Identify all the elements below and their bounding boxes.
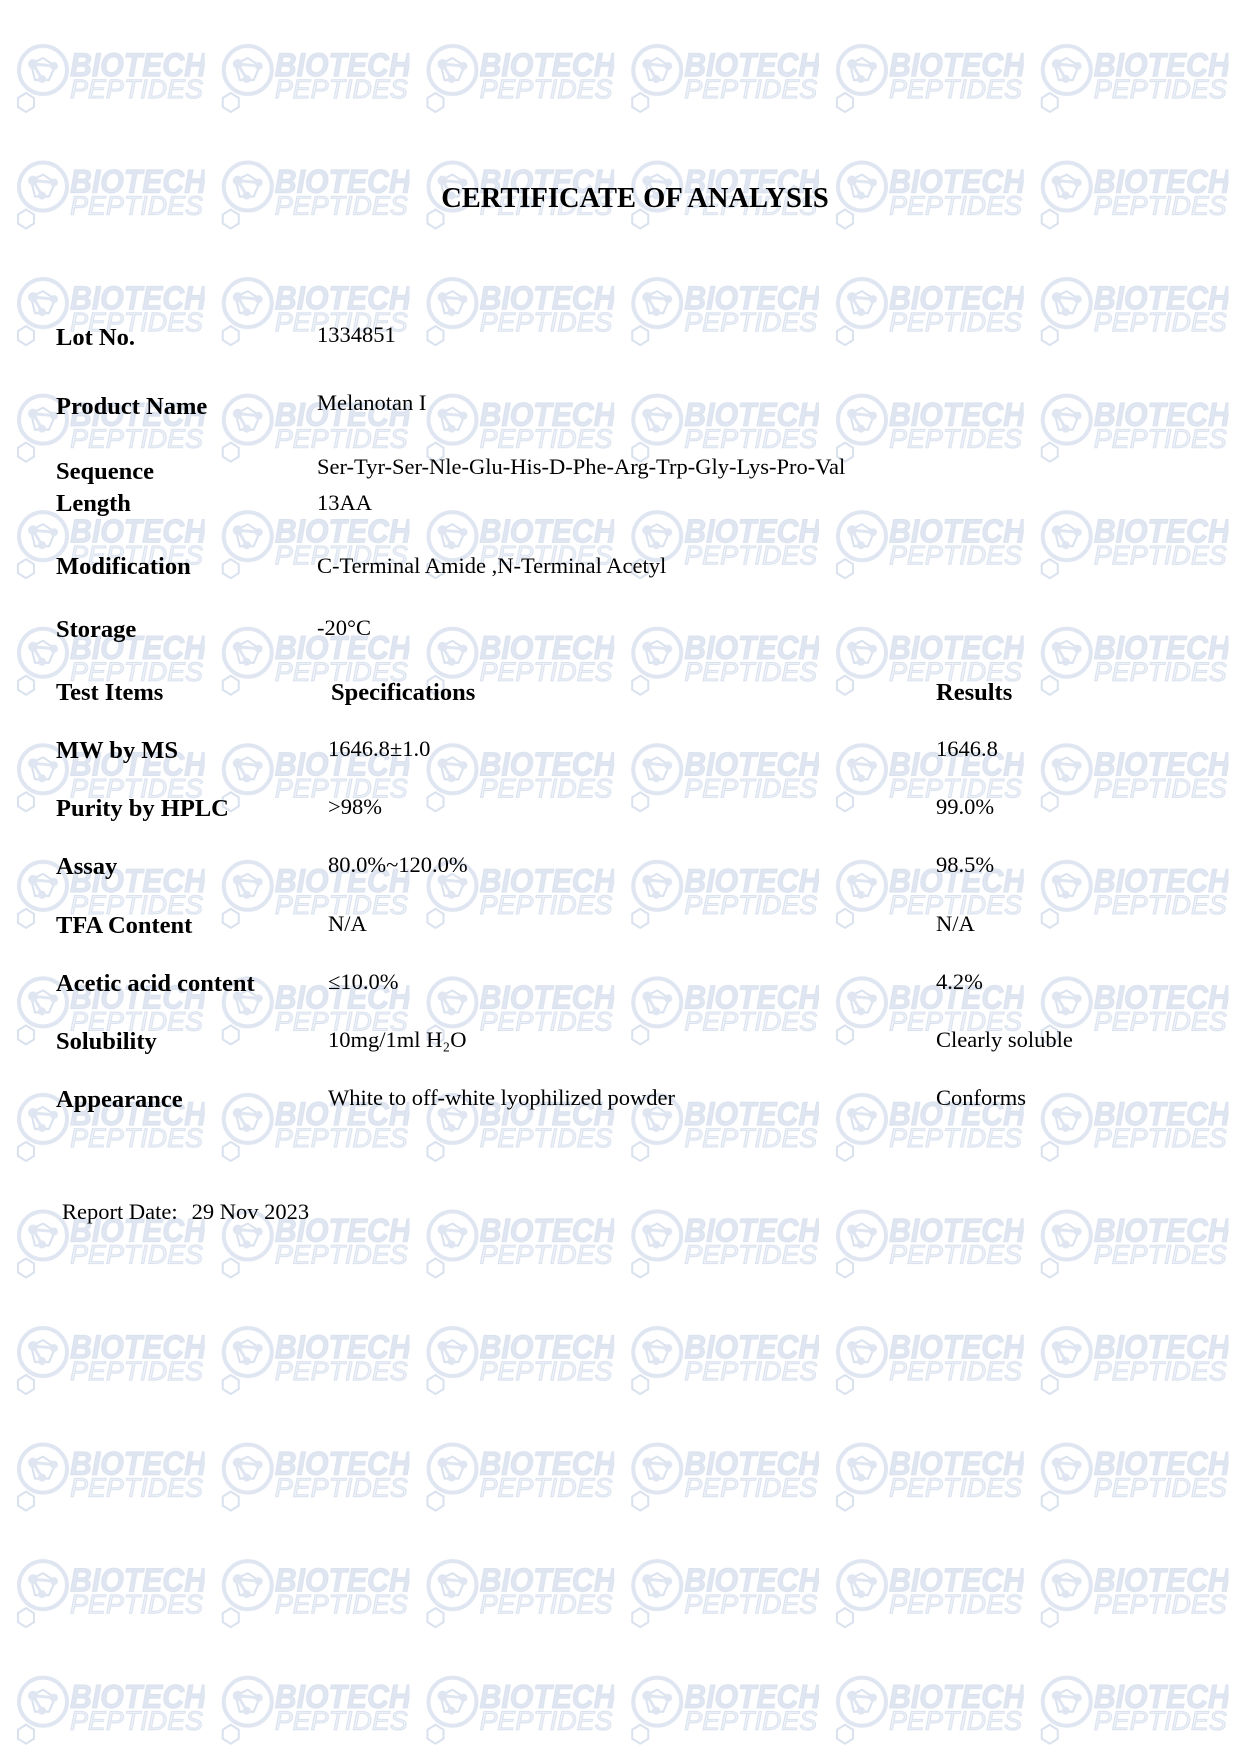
document-title: CERTIFICATE OF ANALYSIS (441, 183, 829, 214)
test-specification: 80.0%~120.0% (328, 852, 468, 877)
test-result: 4.2% (936, 969, 983, 994)
report-date-label: Report Date: (62, 1199, 178, 1224)
test-specification: >98% (328, 794, 382, 819)
info-label: Length (56, 490, 131, 517)
table-row (0, 1086, 1242, 1114)
info-value: 13AA (317, 490, 372, 515)
info-label: Lot No. (56, 324, 135, 351)
info-value: Ser-Tyr-Ser-Nle-Glu-His-D-Phe-Arg-Trp-Gly-Lys-Pro-Val (317, 454, 846, 479)
info-row-sequence (0, 454, 1242, 486)
info-label: Modification (56, 553, 191, 580)
info-row-storage (0, 616, 1242, 644)
report-date-value: 29 Nov 2023 (191, 1199, 310, 1224)
table-row (0, 912, 1242, 940)
info-value: Melanotan I (317, 390, 427, 415)
test-result: 1646.8 (936, 736, 998, 761)
table-row (0, 737, 1242, 765)
test-item: TFA Content (56, 912, 193, 939)
test-result: 98.5% (936, 852, 995, 877)
header-test-items: Test Items (56, 679, 164, 706)
test-item: Appearance (56, 1086, 183, 1113)
test-result: N/A (936, 911, 975, 936)
table-header-row (0, 679, 1242, 707)
test-item: Purity by HPLC (56, 795, 229, 822)
test-specification: ≤10.0% (328, 969, 399, 994)
info-label: Product Name (56, 393, 208, 420)
info-row-length (0, 490, 1242, 518)
test-item: Solubility (56, 1028, 157, 1055)
info-value: -20°C (317, 615, 371, 640)
report-date-line (62, 1198, 309, 1226)
info-row-modification (0, 553, 1242, 581)
table-row (0, 1028, 1242, 1056)
info-row-product-name (0, 390, 1242, 421)
test-specification: 1646.8±1.0 (328, 736, 431, 761)
table-row (0, 970, 1242, 998)
info-label: Storage (56, 616, 137, 643)
info-value: 1334851 (317, 322, 396, 347)
test-item: Acetic acid content (56, 970, 255, 997)
table-row (0, 853, 1242, 881)
header-specifications: Specifications (331, 679, 476, 706)
table-row (0, 795, 1242, 823)
test-specification: 10mg/1ml H₂O (328, 1027, 467, 1052)
info-label: Sequence (56, 458, 154, 485)
test-result: 99.0% (936, 794, 995, 819)
info-value: C-Terminal Amide ,N-Terminal Acetyl (317, 553, 667, 578)
info-row-lot-no (0, 324, 1242, 352)
test-item: Assay (56, 853, 118, 880)
test-specification: White to off-white lyophilized powder (328, 1085, 675, 1110)
test-specification: N/A (328, 911, 367, 936)
test-result: Clearly soluble (936, 1027, 1073, 1052)
test-result: Conforms (936, 1085, 1026, 1110)
test-item: MW by MS (56, 737, 179, 764)
header-results: Results (936, 679, 1013, 706)
